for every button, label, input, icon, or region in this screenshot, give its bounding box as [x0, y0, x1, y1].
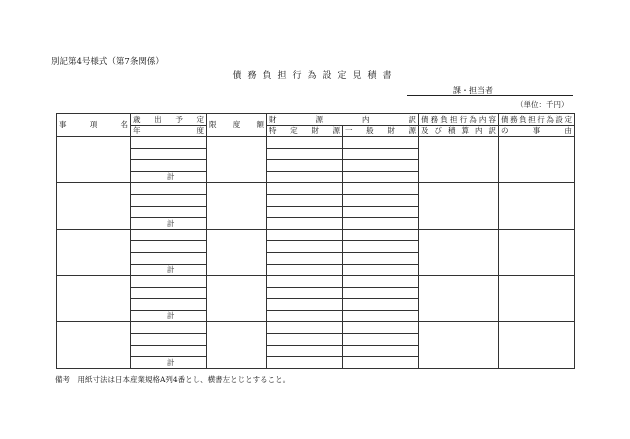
general-funds-cell[interactable]: [343, 229, 419, 241]
general-funds-cell[interactable]: [343, 252, 419, 264]
total-label: 計: [131, 310, 207, 322]
reason-cell[interactable]: [499, 183, 575, 229]
specific-funds-cell[interactable]: [267, 310, 343, 322]
form-reference: 別記第4号様式（第7条関係）: [51, 57, 164, 67]
specific-funds-cell[interactable]: [267, 322, 343, 334]
general-funds-cell[interactable]: [343, 160, 419, 172]
table-row: [57, 229, 575, 241]
general-funds-cell[interactable]: [343, 287, 419, 299]
specific-funds-cell[interactable]: [267, 299, 343, 311]
header-limit: 限 度 額: [207, 114, 267, 137]
specific-funds-cell[interactable]: [267, 183, 343, 195]
general-funds-cell[interactable]: [343, 310, 419, 322]
entry-item-name-cell[interactable]: [57, 229, 131, 275]
header-item-name: 事 項 名: [57, 114, 131, 137]
year-cell[interactable]: [131, 160, 207, 172]
entry-item-name-cell[interactable]: [57, 276, 131, 322]
year-cell[interactable]: [131, 322, 207, 334]
reason-cell[interactable]: [499, 322, 575, 369]
reason-cell[interactable]: [499, 137, 575, 183]
specific-funds-cell[interactable]: [267, 171, 343, 183]
general-funds-cell[interactable]: [343, 137, 419, 149]
specific-funds-cell[interactable]: [267, 252, 343, 264]
table-body: [57, 114, 575, 369]
general-funds-cell[interactable]: [343, 218, 419, 230]
general-funds-cell[interactable]: [343, 241, 419, 253]
total-label: 計: [131, 357, 207, 369]
year-cell[interactable]: [131, 287, 207, 299]
year-cell[interactable]: [131, 137, 207, 149]
specific-funds-cell[interactable]: [267, 287, 343, 299]
estimate-table: [56, 113, 575, 369]
header-row-1: [57, 114, 575, 126]
general-funds-cell[interactable]: [343, 264, 419, 276]
department-underline: [407, 95, 573, 96]
specific-funds-cell[interactable]: [267, 345, 343, 357]
total-label: 計: [131, 171, 207, 183]
content-cell[interactable]: [419, 276, 499, 322]
reason-cell[interactable]: [499, 276, 575, 322]
limit-cell[interactable]: [207, 137, 267, 183]
year-cell[interactable]: [131, 345, 207, 357]
header-reason-bottom: の 事 由: [499, 125, 575, 137]
header-row-2: [57, 125, 575, 137]
table-row: [57, 276, 575, 288]
year-cell[interactable]: [131, 148, 207, 160]
header-reason-top: 債務負担行為設定: [499, 114, 575, 126]
content-cell[interactable]: [419, 183, 499, 229]
reason-cell[interactable]: [499, 229, 575, 275]
header-content-top: 債務負担行為内容: [419, 114, 499, 126]
specific-funds-cell[interactable]: [267, 229, 343, 241]
year-cell[interactable]: [131, 195, 207, 207]
entry-item-name-cell[interactable]: [57, 322, 131, 369]
specific-funds-cell[interactable]: [267, 137, 343, 149]
year-cell[interactable]: [131, 333, 207, 345]
specific-funds-cell[interactable]: [267, 218, 343, 230]
header-content-bottom: 及び積算内訳: [419, 125, 499, 137]
unit-note: （単位：千円）: [516, 100, 569, 109]
table-row: [57, 137, 575, 149]
total-label: 計: [131, 264, 207, 276]
entry-item-name-cell[interactable]: [57, 137, 131, 183]
year-cell[interactable]: [131, 183, 207, 195]
specific-funds-cell[interactable]: [267, 160, 343, 172]
general-funds-cell[interactable]: [343, 206, 419, 218]
specific-funds-cell[interactable]: [267, 264, 343, 276]
document-title: 債務負担行為設定見積書: [232, 71, 398, 81]
entry-item-name-cell[interactable]: [57, 183, 131, 229]
department-label: 課・担当者: [453, 86, 493, 95]
table-row: [57, 183, 575, 195]
specific-funds-cell[interactable]: [267, 333, 343, 345]
specific-funds-cell[interactable]: [267, 241, 343, 253]
year-cell[interactable]: [131, 252, 207, 264]
table-row: [57, 322, 575, 334]
year-cell[interactable]: [131, 299, 207, 311]
specific-funds-cell[interactable]: [267, 357, 343, 369]
general-funds-cell[interactable]: [343, 183, 419, 195]
specific-funds-cell[interactable]: [267, 195, 343, 207]
general-funds-cell[interactable]: [343, 345, 419, 357]
content-cell[interactable]: [419, 137, 499, 183]
general-funds-cell[interactable]: [343, 148, 419, 160]
limit-cell[interactable]: [207, 322, 267, 369]
general-funds-cell[interactable]: [343, 276, 419, 288]
header-general-funds: 一 般 財 源: [343, 125, 419, 137]
content-cell[interactable]: [419, 322, 499, 369]
year-cell[interactable]: [131, 229, 207, 241]
general-funds-cell[interactable]: [343, 299, 419, 311]
general-funds-cell[interactable]: [343, 357, 419, 369]
general-funds-cell[interactable]: [343, 171, 419, 183]
general-funds-cell[interactable]: [343, 195, 419, 207]
specific-funds-cell[interactable]: [267, 276, 343, 288]
header-funds: 財 源 内 訳: [267, 114, 419, 126]
specific-funds-cell[interactable]: [267, 148, 343, 160]
specific-funds-cell[interactable]: [267, 206, 343, 218]
header-year-bottom: 年 度: [131, 125, 207, 137]
year-cell[interactable]: [131, 241, 207, 253]
total-label: 計: [131, 218, 207, 230]
limit-cell[interactable]: [207, 229, 267, 275]
year-cell[interactable]: [131, 206, 207, 218]
limit-cell[interactable]: [207, 183, 267, 229]
content-cell[interactable]: [419, 229, 499, 275]
general-funds-cell[interactable]: [343, 333, 419, 345]
year-cell[interactable]: [131, 276, 207, 288]
limit-cell[interactable]: [207, 276, 267, 322]
general-funds-cell[interactable]: [343, 322, 419, 334]
footnote: 備考 用紙寸法は日本産業規格A列4番とし、横書左とじとすること。: [55, 375, 291, 384]
header-year-top: 歳 出 予 定: [131, 114, 207, 126]
header-specific-funds: 特 定 財 源: [267, 125, 343, 137]
